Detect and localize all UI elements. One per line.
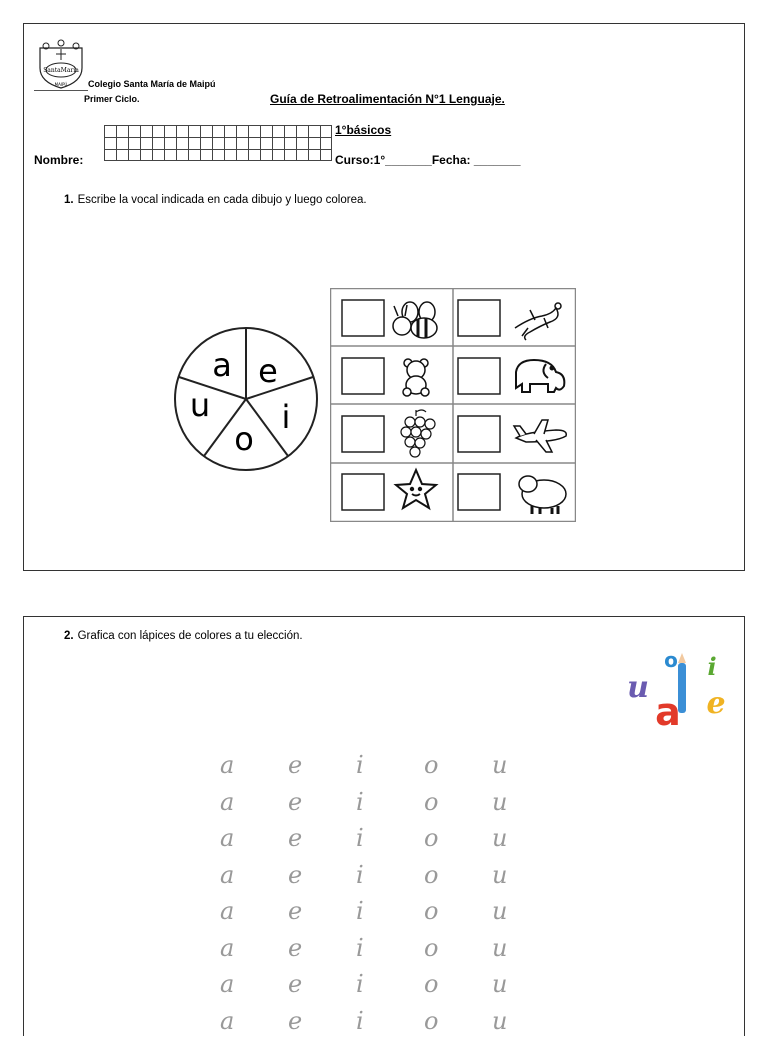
trace-letter-e: e [288,934,356,962]
deco-letter-i: i [707,652,716,681]
trace-letter-u: u [492,897,560,925]
trace-letter-o: o [424,861,492,889]
school-logo [34,34,88,91]
trace-letter-i: i [356,897,424,925]
wheel-vowel-a: a [212,346,232,384]
trace-letter-a: a [220,1007,288,1035]
trace-letter-o: o [424,897,492,925]
trace-letter-e: e [288,824,356,852]
exercise-1-number: 1. [64,194,74,206]
school-name: Colegio Santa María de Maipú [88,79,216,89]
exercise-2-text: Grafica con lápices de colores a tu elección. [78,630,303,642]
guide-title: Guía de Retroalimentación N°1 Lenguaje. [270,92,505,106]
answer-box-6[interactable] [458,416,500,452]
school-cycle: Primer Ciclo. [84,94,140,104]
trace-row [220,747,560,784]
wheel-vowel-i: i [282,398,291,436]
trace-letter-e: e [288,751,356,779]
exercise-1-instruction [64,194,367,206]
answer-box-4[interactable] [458,358,500,394]
colorful-vowels-decoration [618,643,738,739]
deco-letter-e: e [706,686,725,721]
answer-box-8[interactable] [458,474,500,510]
trace-letter-o: o [424,751,492,779]
deco-letter-o: o [664,648,678,672]
answer-box-5[interactable] [342,416,384,452]
trace-letter-i: i [356,751,424,779]
answer-box-7[interactable] [342,474,384,510]
trace-row [220,784,560,821]
wheel-vowel-o: o [234,420,254,458]
trace-letter-o: o [424,934,492,962]
level-label: 1°básicos [335,123,391,137]
trace-letter-a: a [220,897,288,925]
trace-letter-u: u [492,824,560,852]
trace-letter-i: i [356,824,424,852]
answer-box-3[interactable] [342,358,384,394]
svg-text:SantaMaria: SantaMaria [43,67,79,74]
tracing-area[interactable] [220,747,560,1039]
trace-row [220,930,560,967]
trace-letter-u: u [492,751,560,779]
trace-letter-u: u [492,861,560,889]
trace-letter-e: e [288,861,356,889]
name-label: Nombre: [34,153,83,167]
trace-letter-o: o [424,970,492,998]
trace-letter-a: a [220,788,288,816]
exercise-1-text: Escribe la vocal indicada en cada dibujo y luego colorea. [78,194,367,206]
svg-text:MAIPÚ: MAIPÚ [55,82,68,87]
trace-letter-o: o [424,1007,492,1035]
trace-letter-u: u [492,1007,560,1035]
trace-letter-i: i [356,788,424,816]
trace-letter-e: e [288,788,356,816]
trace-row [220,893,560,930]
exercise-2-instruction [64,630,303,642]
trace-letter-i: i [356,861,424,889]
trace-letter-i: i [356,970,424,998]
vowel-wheel [170,324,322,474]
worksheet-page-2 [23,616,745,1036]
trace-row [220,1003,560,1039]
trace-letter-i: i [356,934,424,962]
course-date-label: Curso:1°_______Fecha: _______ [335,153,521,167]
answer-box-2[interactable] [458,300,500,336]
trace-letter-o: o [424,788,492,816]
school-crest-icon [34,34,88,90]
exercise-2-number: 2. [64,630,74,642]
trace-letter-e: e [288,970,356,998]
trace-letter-a: a [220,970,288,998]
trace-row [220,966,560,1003]
picture-grid [330,288,576,522]
trace-letter-a: a [220,861,288,889]
trace-letter-a: a [220,824,288,852]
deco-letter-a: a [655,690,681,734]
trace-row [220,820,560,857]
trace-letter-e: e [288,1007,356,1035]
answer-box-1[interactable] [342,300,384,336]
trace-letter-u: u [492,970,560,998]
trace-row [220,857,560,894]
wheel-vowel-u: u [190,386,210,424]
wheel-vowel-e: e [258,352,278,390]
trace-letter-u: u [492,788,560,816]
trace-letter-o: o [424,824,492,852]
trace-letter-a: a [220,751,288,779]
trace-letter-e: e [288,897,356,925]
trace-letter-a: a [220,934,288,962]
deco-letter-u: u [627,670,649,705]
name-letter-grid[interactable] [104,125,332,161]
trace-letter-i: i [356,1007,424,1035]
worksheet-page-1 [23,23,745,571]
trace-letter-u: u [492,934,560,962]
